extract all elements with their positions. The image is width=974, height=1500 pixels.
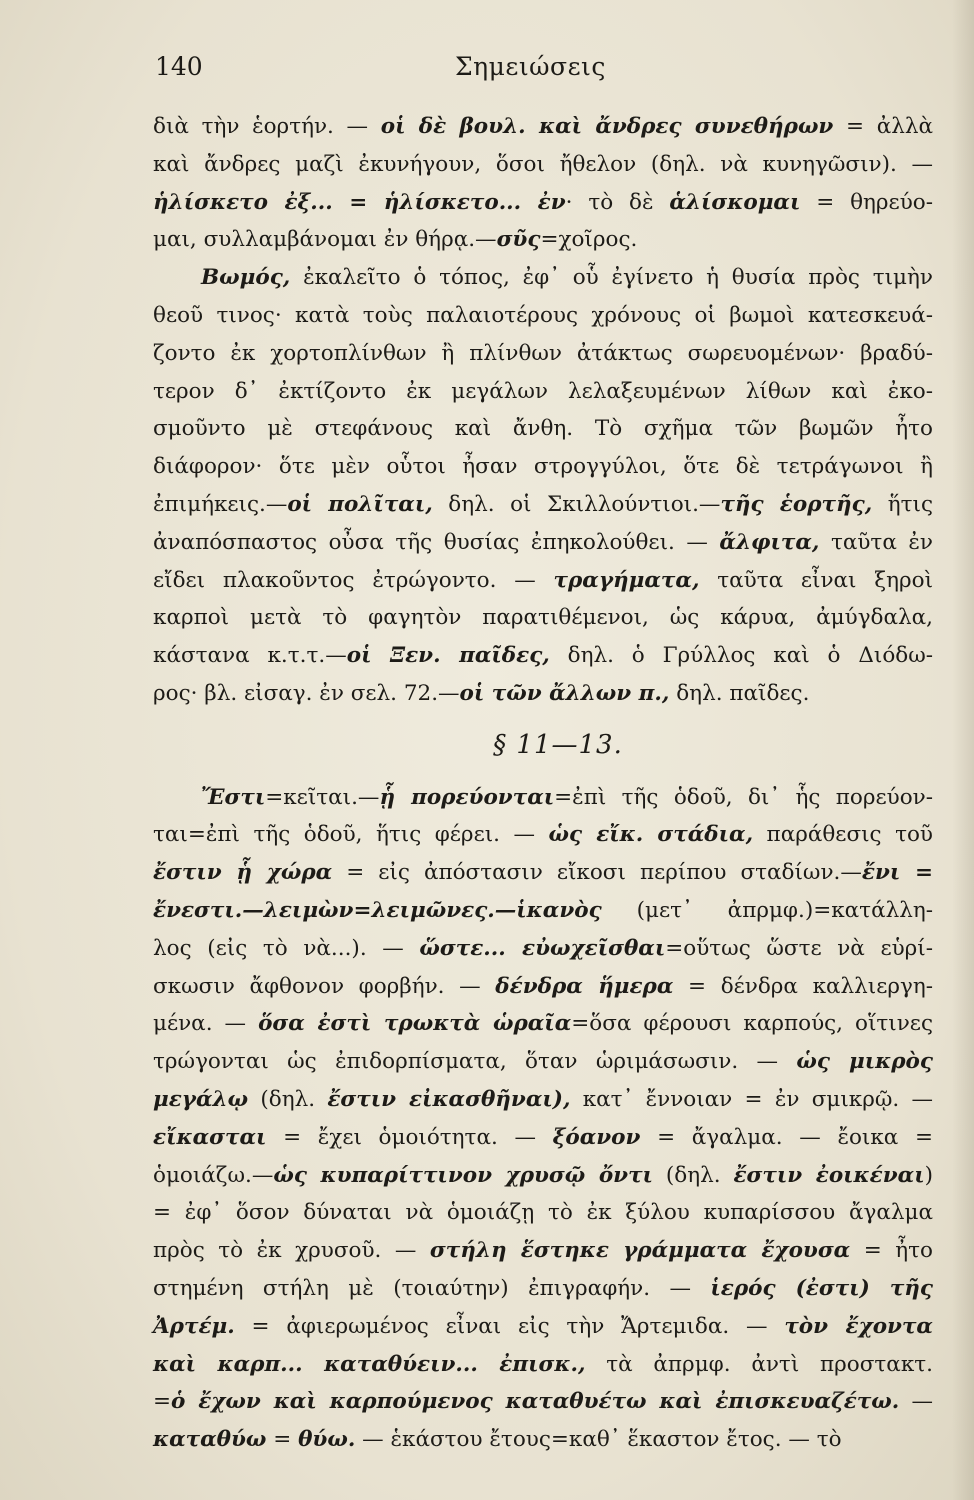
text-run: τρώγονται ὡς ἐπιδορπίσματα, ὅταν ὡριμάσωσιν. — — [153, 1049, 797, 1075]
text-run: — ἑκάστου ἔτους=καθ᾽ ἕκαστον ἔτος. — τὸ — [355, 1427, 842, 1453]
text-run: ) — [924, 1162, 934, 1188]
text-line — [153, 1270, 933, 1308]
text-run: τερον δ᾽ ἐκτίζοντο ἐκ μεγάλων λελαξευμένων λίθων καὶ ἐκο- — [153, 378, 933, 404]
text-line — [153, 892, 933, 930]
lemma-term: σῦς — [496, 227, 541, 253]
lemma-term: ἡλίσκετο ἐξ... = ἡλίσκετο... ἐν — [153, 189, 566, 215]
text-line — [153, 1308, 933, 1346]
text-run: ἐκαλεῖτο ὁ τόπος, ἐφ᾽ οὗ ἐγίνετο ἡ θυσία πρὸς τιμὴν — [290, 265, 933, 291]
text-run: παράθεσις τοῦ — [753, 822, 934, 848]
text-run: μαι, συλλαμβάνομαι ἐν θήρᾳ.— — [153, 227, 497, 253]
text-run: ἐπιμήκεις.— — [153, 491, 288, 517]
text-run: = — [153, 1389, 172, 1415]
lemma-term: ξόανον — [552, 1124, 641, 1150]
text-line — [153, 599, 933, 637]
lemma-term: μεγάλῳ — [153, 1086, 249, 1112]
lemma-term: Βωμός, — [201, 265, 291, 291]
text-run: =χοῖρος. — [540, 227, 638, 253]
lemma-term: Ἀρτέμ. — [153, 1313, 235, 1339]
text-line — [153, 373, 933, 411]
text-run: =ἐπὶ τῆς ὁδοῦ, δι᾽ ἧς πορεύον- — [554, 784, 934, 810]
text-line — [153, 524, 933, 562]
text-run: =ὅσα φέρουσι καρπούς, οἵτινες — [571, 1011, 933, 1037]
text-run: θεοῦ τινος· κατὰ τοὺς παλαιοτέρους χρόνους οἱ βωμοὶ κατεσκευά- — [153, 302, 933, 328]
text-line — [153, 930, 933, 968]
text-run: = ἔχει ὁμοιότητα. — — [266, 1124, 553, 1150]
lemma-term: ὥστε... εὐωχεῖσθαι — [419, 935, 666, 961]
page-edge-shadow — [952, 0, 974, 1500]
text-line — [153, 637, 933, 675]
text-run: = — [266, 1427, 299, 1453]
text-run: εἴδει πλακοῦντος ἐτρώγοντο. — — [153, 567, 554, 593]
text-run: λος (εἰς τὸ νὰ...). — — [153, 935, 420, 961]
notes-paragraph-2 — [153, 259, 933, 713]
text-run: (μετ᾽ ἀπρμφ.)=κατάλλη- — [601, 897, 933, 923]
lemma-term: στήλη ἕστηκε γράμματα ἔχουσα — [429, 1238, 851, 1264]
text-run: ται=ἐπὶ τῆς ὁδοῦ, ἥτις φέρει. — — [153, 822, 549, 848]
text-line — [153, 410, 933, 448]
text-line — [153, 1119, 933, 1157]
running-title: Σημειώσεις — [455, 52, 606, 81]
lemma-term: θύω. — [298, 1427, 356, 1453]
text-run: ταῦτα ἐν — [819, 529, 933, 555]
text-line — [153, 297, 933, 335]
text-line — [153, 968, 933, 1006]
text-run: = εἰς ἀπόστασιν εἴκοσι περίπου σταδίων.— — [332, 860, 862, 886]
section-heading: § 11—13. — [493, 729, 623, 760]
text-run: δηλ. οἱ Σκιλλούντιοι.— — [432, 491, 721, 517]
text-line — [153, 1232, 933, 1270]
notes-paragraph-3 — [153, 779, 933, 1459]
lemma-term: οἱ πολῖται, — [287, 491, 433, 517]
notes-paragraph-1 — [153, 108, 933, 259]
page-body — [153, 108, 933, 1459]
text-run: = ἄγαλμα. — ἔοικα = — [640, 1124, 933, 1150]
text-line — [153, 816, 933, 854]
text-line — [153, 259, 933, 297]
text-run: πρὸς τὸ ἐκ χρυσοῦ. — — [153, 1238, 430, 1264]
lemma-term: οἱ τῶν ἄλλων π., — [459, 680, 670, 706]
text-line — [153, 184, 933, 222]
text-run: δηλ. παῖδες. — [669, 680, 810, 706]
lemma-term: ὁ ἔχων καὶ καρπούμενος καταθυέτω καὶ ἐπισκευαζέτω. — [171, 1389, 900, 1415]
text-line — [153, 854, 933, 892]
lemma-term: οἱ Ξεν. παῖδες, — [346, 643, 550, 669]
lemma-term: ἱερός (ἐστι) τῆς — [710, 1275, 934, 1301]
text-run: = ἀφιερωμένος εἶναι εἰς τὴν Ἄρτεμιδα. — — [234, 1313, 785, 1339]
text-run: =οὕτως ὥστε νὰ εὑρί- — [665, 935, 933, 961]
text-run: διὰ τὴν ἑορτήν. — — [153, 114, 381, 139]
lemma-term: εἴκασται — [153, 1124, 267, 1150]
text-run: μένα. — — [153, 1011, 259, 1037]
lemma-term: ᾗ πορεύονται — [379, 784, 555, 810]
lemma-term: ὡς εἴκ. στάδια, — [548, 822, 754, 848]
text-line — [153, 1346, 933, 1384]
lemma-term: τραγήματα, — [553, 567, 700, 593]
text-line — [153, 448, 933, 486]
lemma-term: δένδρα ἥμερα — [495, 973, 674, 999]
text-line — [153, 562, 933, 600]
text-line — [153, 146, 933, 184]
text-line — [153, 1043, 933, 1081]
text-line — [153, 335, 933, 373]
text-line — [153, 675, 933, 713]
text-run: ρος· βλ. εἰσαγ. ἐν σελ. 72.— — [153, 680, 460, 706]
lemma-term: ἔνι = — [861, 860, 933, 886]
lemma-term: τὸν ἔχοντα — [784, 1313, 933, 1339]
lemma-term: ὡς κυπαρίττινον χρυσῷ ὄντι — [273, 1162, 653, 1188]
text-line — [153, 1194, 933, 1232]
lemma-term: ἔστιν ἐοικέναι — [733, 1162, 925, 1188]
text-run: = ἀλλὰ — [833, 114, 933, 139]
text-run: διάφορον· ὅτε μὲν οὗτοι ἦσαν στρογγύλοι, ὅτε δὲ τετράγωνοι ἢ — [153, 454, 933, 480]
lemma-term: τῆς ἑορτῆς, — [720, 491, 873, 517]
page-header — [155, 52, 915, 92]
lemma-term: Ἔστι — [201, 784, 266, 810]
page-number: 140 — [155, 52, 203, 81]
text-run: = ἦτο — [850, 1238, 934, 1264]
text-run: στημένη στήλη μὲ (τοιαύτην) ἐπιγραφήν. — — [153, 1275, 711, 1301]
text-run: κατ᾽ ἔννοιαν = ἐν σμικρῷ. — — [570, 1086, 933, 1112]
text-line — [153, 108, 933, 146]
lemma-term: καταθύω — [153, 1427, 267, 1453]
text-line — [153, 1383, 933, 1421]
text-line — [153, 1157, 933, 1195]
lemma-term: ὡς μικρὸς — [796, 1049, 933, 1075]
lemma-term: οἱ δὲ βουλ. καὶ ἄνδρες συνεθήρων — [380, 114, 834, 139]
lemma-term: ὅσα ἐστὶ τρωκτὰ ὡραῖα — [258, 1011, 572, 1037]
text-run: δηλ. ὁ Γρύλλος καὶ ὁ Διόδω- — [549, 643, 933, 669]
lemma-term: ἔστιν ᾗ χώρα — [153, 860, 333, 886]
text-run: ἥτις — [872, 491, 933, 517]
text-run: =κεῖται.— — [265, 784, 380, 810]
text-line — [153, 1005, 933, 1043]
text-run: = δένδρα καλλιεργη- — [673, 973, 934, 999]
text-run: καὶ ἄνδρες μαζὶ ἐκυνήγουν, ὅσοι ἤθελον (δηλ. νὰ κυνηγῶσιν). — — [153, 151, 933, 177]
lemma-term: ἄλφιτα, — [719, 529, 820, 555]
text-run: ὁμοιάζω.— — [153, 1162, 274, 1188]
text-run: = θηρεύο- — [800, 189, 933, 215]
text-run: καρποὶ μετὰ τὸ φαγητὸν παρατιθέμενοι, ὡς κάρυα, ἀμύγδαλα, — [153, 605, 933, 631]
text-run: (δηλ. — [652, 1162, 734, 1188]
text-run: · τὸ δὲ — [565, 189, 670, 215]
text-line — [153, 1081, 933, 1119]
text-run: κάστανα κ.τ.τ.— — [153, 643, 347, 669]
text-line — [153, 486, 933, 524]
lemma-term: καὶ καρπ... καταθύειν... ἐπισκ., — [153, 1351, 586, 1377]
text-run: = ἐφ᾽ ὅσον δύναται νὰ ὁμοιάζῃ τὸ ἐκ ξύλου κυπαρίσσου ἄγαλμα — [153, 1200, 933, 1226]
text-run: ἀναπόσπαστος οὖσα τῆς θυσίας ἐπηκολούθει. — — [153, 529, 720, 555]
text-run: σμοῦντο μὲ στεφάνους καὶ ἄνθη. Τὸ σχῆμα τῶν βωμῶν ἦτο — [153, 416, 933, 442]
text-run: ζοντο ἐκ χορτοπλίνθων ἢ πλίνθων ἀτάκτως σωρευομένων· βραδύ- — [153, 340, 933, 366]
text-run: — — [899, 1389, 933, 1415]
text-run: ταῦτα εἶναι ξηροὶ — [699, 567, 933, 593]
text-line — [153, 221, 933, 259]
text-run: τὰ ἀπρμφ. ἀντὶ προστακτ. — [585, 1351, 933, 1377]
text-run: (δηλ. — [248, 1086, 328, 1112]
text-line — [153, 1421, 933, 1459]
lemma-term: ἔνεστι.—λειμὼν=λειμῶνες.—ἱκανὸς — [153, 897, 602, 923]
text-line — [153, 779, 933, 817]
lemma-term: ἁλίσκομαι — [669, 189, 801, 215]
text-run: σκωσιν ἄφθονον φορβήν. — — [153, 973, 496, 999]
lemma-term: ἔστιν εἰκασθῆναι), — [327, 1086, 571, 1112]
